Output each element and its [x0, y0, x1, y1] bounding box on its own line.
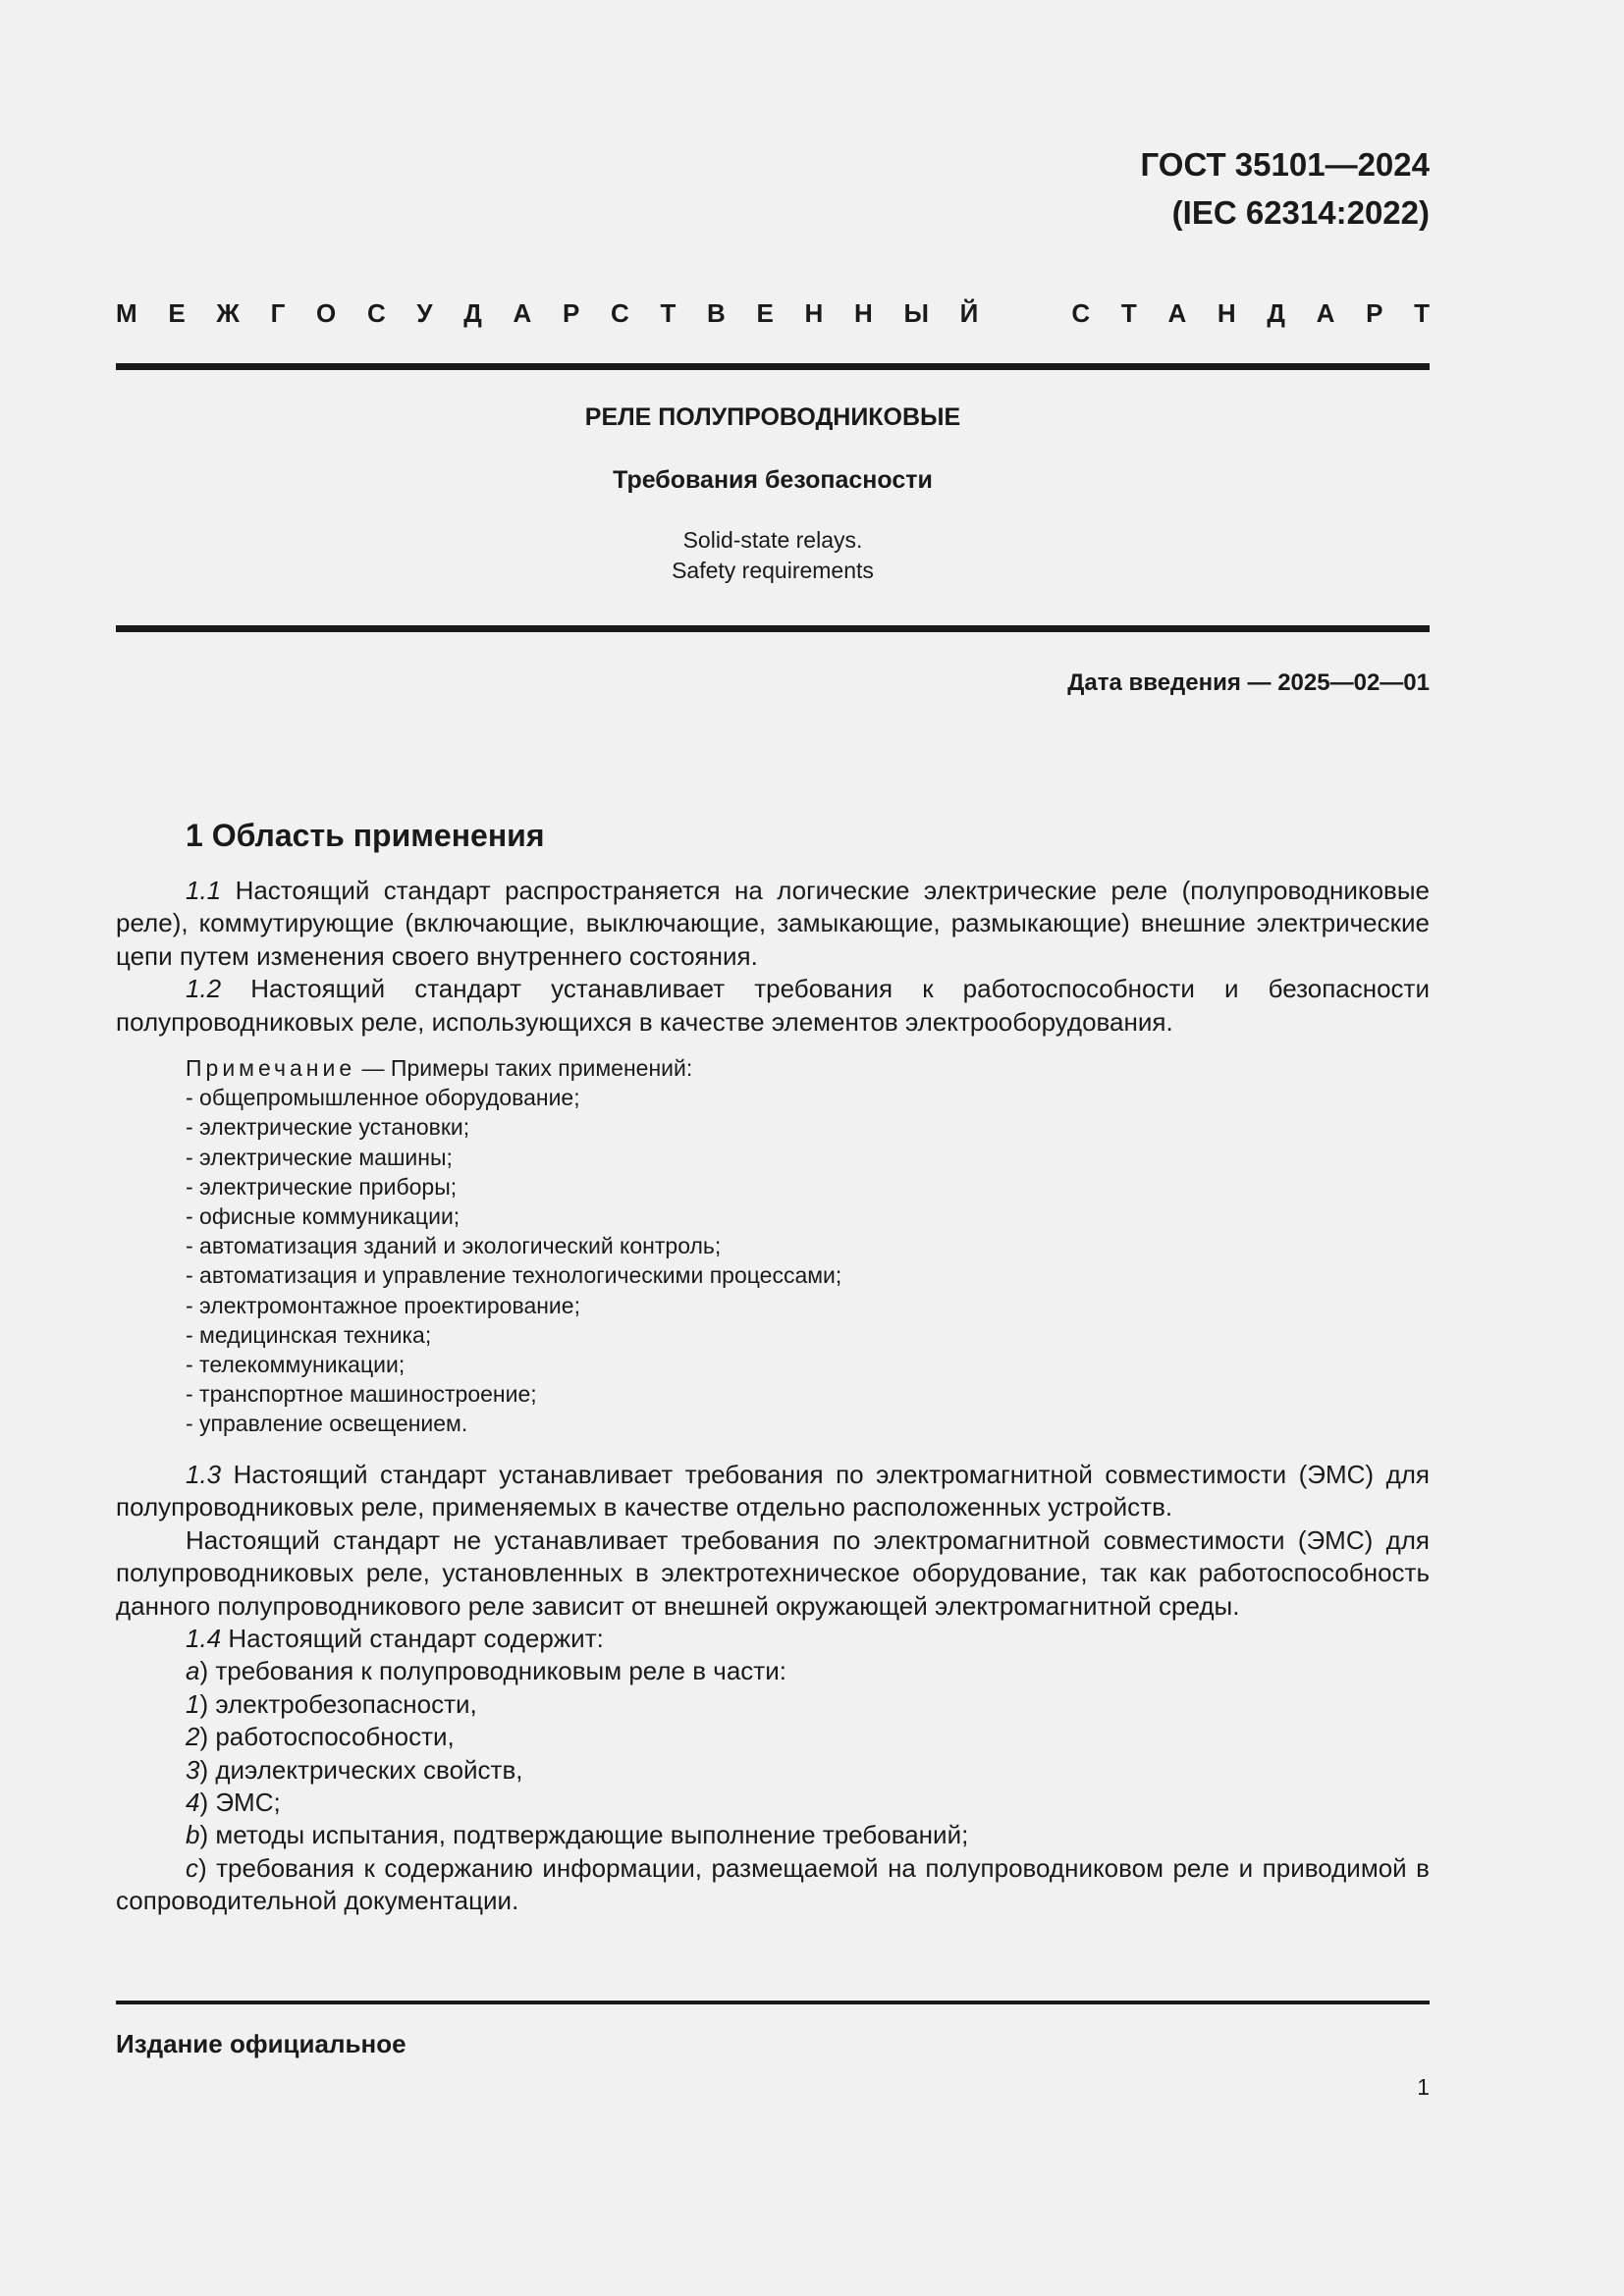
list-item: - автоматизация зданий и экологический контроль; — [186, 1233, 722, 1259]
paragraph-1-3: 1.3 Настоящий стандарт устанавливает требования по электромагнитной совместимости (ЭМС) для полупроводниковых реле, применяемых в качестве отдельно расположенных устройств. — [116, 1460, 1430, 1522]
list-item-4: 4) ЭМС; — [186, 1788, 281, 1818]
note-label: Примечание — [186, 1055, 356, 1081]
list-item-2: 2) работоспособности, — [186, 1722, 455, 1752]
page-number: 1 — [1417, 2074, 1430, 2100]
list-item-b: b) методы испытания, подтверждающие выполнение требований; — [186, 1820, 969, 1850]
paragraph-1-4: 1.4 Настоящий стандарт содержит: — [186, 1624, 604, 1654]
list-item-3: 3) диэлектрических свойств, — [186, 1754, 523, 1785]
english-title-line1: Solid-state relays. — [682, 527, 863, 553]
top-divider — [116, 363, 1430, 370]
note-list — [186, 1083, 841, 1438]
list-item-1: 1) электробезопасности, — [186, 1688, 477, 1719]
footer-divider — [116, 2001, 1430, 2004]
list-item: - транспортное машиностроение; — [186, 1381, 537, 1408]
document-title: РЕЛЕ ПОЛУПРОВОДНИКОВЫЕ — [584, 403, 961, 431]
interstate-standard-heading: М Е Ж Г О С У Д А Р С Т В Е Н Н Ы Й С Т А Н Д А Р Т — [116, 298, 1430, 328]
list-item: - общепромышленное оборудование; — [186, 1085, 580, 1111]
list-item: - автоматизация и управление технологическими процессами; — [186, 1262, 842, 1289]
list-item: - медицинская техника; — [186, 1321, 432, 1348]
section-body-part1 — [116, 875, 1430, 1039]
introduction-date: Дата введения — 2025—02—01 — [1067, 669, 1430, 696]
gost-number: ГОСТ 35101—2024 — [1140, 146, 1430, 183]
iec-number: (IEC 62314:2022) — [1171, 194, 1430, 231]
paragraph-1-1: 1.1 Настоящий стандарт распространяется на логические электрические реле (полупроводниковые реле), коммутирующие (включающие, выключающие, замыкающие, размыкающие) внешние электрические цепи путем изменения своего внутреннего состояния. — [116, 876, 1430, 971]
list-item: - электромонтажное проектирование; — [186, 1292, 580, 1318]
list-item: - электрические установки; — [186, 1114, 470, 1141]
document-subtitle: Требования безопасности — [613, 466, 933, 494]
section-heading: 1 Область применения — [186, 818, 545, 853]
list-item: - телекоммуникации; — [186, 1352, 406, 1378]
note-block — [186, 1053, 841, 1439]
paragraph-1-2: 1.2 Настоящий стандарт устанавливает требования к работоспособности и безопасности полупроводниковых реле, использующихся в качестве элементов электрооборудования. — [116, 974, 1430, 1037]
list-item-c: c) требования к содержанию информации, размещаемой на полупроводниковом реле и приводимой в сопроводительной документации. — [116, 1852, 1430, 1916]
note-header: Примечание — Примеры таких применений: — [186, 1055, 693, 1081]
list-item-a: a) требования к полупроводниковым реле в части: — [186, 1656, 786, 1686]
title-divider — [116, 625, 1430, 632]
section-body-part2 — [116, 1459, 1430, 1918]
list-item: - электрические машины; — [186, 1144, 453, 1170]
paragraph-1-3-continued: Настоящий стандарт не устанавливает требования по электромагнитной совместимости (ЭМС) для полупроводниковых реле, установленных в электротехническое оборудование, так как работоспособность данного полупроводникового реле зависит от внешней окружающей электромагнитной среды. — [116, 1524, 1430, 1621]
english-title-line2: Safety requirements — [672, 558, 874, 583]
list-item: - офисные коммуникации; — [186, 1203, 460, 1230]
official-edition-label: Издание официальное — [116, 2029, 406, 2058]
list-item: - электрические приборы; — [186, 1173, 458, 1200]
list-item: - управление освещением. — [186, 1411, 468, 1437]
